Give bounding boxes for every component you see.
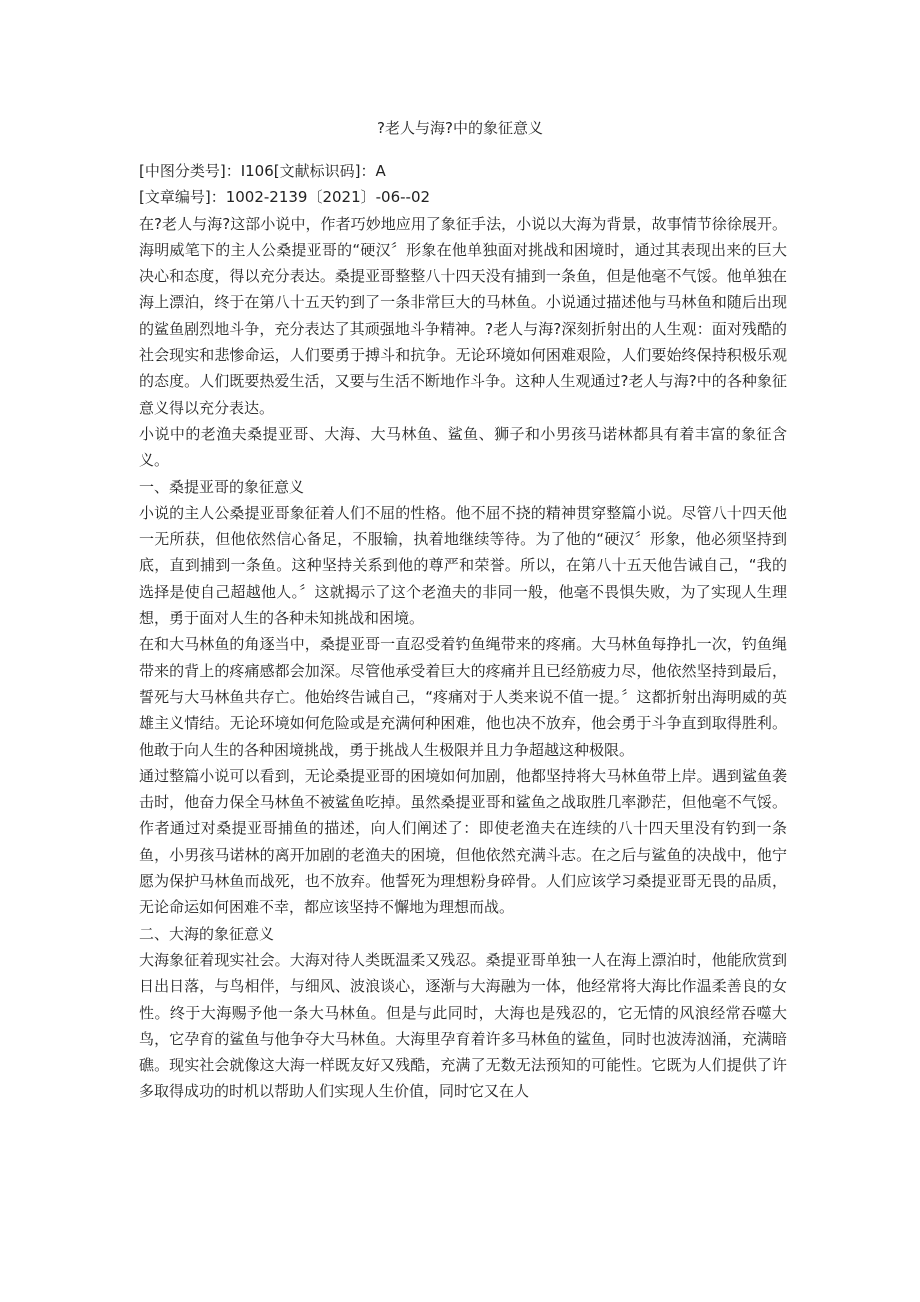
section-heading-sea: 二、大海的象征意义 (139, 924, 275, 943)
paragraph-symbols-overview: 小说中的老渔夫桑提亚哥、大海、大马林鱼、鲨鱼、狮子和小男孩马诺林都具有着丰富的象征含义。 (139, 424, 787, 470)
paragraph-santiago-2: 在和大马林鱼的角逐当中，桑提亚哥一直忍受着钓鱼绳带来的疼痛。大马林鱼每挣扎一次，钓鱼绳带来的背上的疼痛感都会加深。尽管他承受着巨大的疼痛并且已经筋疲力尽，他依然坚持到最后，誓死与大马林鱼共存亡。他始终告诫自己，“疼痛对于人类来说不值一提。〞这都折射出海明威的英雄主义情结。无论环境如何危险或是充满何种困难，他也决不放弃，他会勇于斗争直到取得胜利。他敢于向人生的各种困境挑战，勇于挑战人生极限并且力争超越这种极限。 (139, 635, 787, 759)
paragraph-sea-1: 大海象征着现实社会。大海对待人类既温柔又残忍。桑提亚哥单独一人在海上漂泊时，他能欣赏到日出日落，与鸟相伴，与细风、波浪谈心，逐渐与大海融为一体，他经常将大海比作温柔善良的女性。终于大海赐予他一条大马林鱼。但是与此同时，大海也是残忍的，它无情的风浪经常吞噬大鸟，它孕育的鲨鱼与他争夺大马林鱼。大海里孕育着许多马林鱼的鲨鱼，同时也波涛汹涌，充满暗礁。现实社会就像这大海一样既友好又残酷，充满了无数无法预知的可能性。它既为人们提供了许多取得成功的时机以帮助人们实现人生价值，同时它又在人 (139, 950, 787, 1101)
document-body (139, 158, 787, 1105)
document-title: ?老人与海?中的象征意义 (377, 119, 543, 137)
paragraph-santiago-1: 小说的主人公桑提亚哥象征着人们不屈的性格。他不屈不挠的精神贯穿整篇小说。尽管八十四天他一无所获，但他依然信心备足，不服输，执着地继续等待。为了他的“硬汉〞形象，他必须坚持到底，直到捕到一条鱼。这种坚持关系到他的尊严和荣誉。所以，在第八十五天他告诫自己，“我的选择是使自己超越他人。〞这就揭示了这个老渔夫的非同一般，他毫不畏惧失败，为了实现人生理想，勇于面对人生的各种未知挑战和困境。 (139, 503, 787, 628)
meta-article-number: [文章编号]：1002-2139〔2021〕-06--02 (139, 188, 431, 207)
paragraph-santiago-3: 通过整篇小说可以看到，无论桑提亚哥的困境如何加剧，他都坚持将大马林鱼带上岸。遇到鲨鱼袭击时，他奋力保全马林鱼不被鲨鱼吃掉。虽然桑提亚哥和鲨鱼之战取胜几率渺茫，但他毫不气馁。作者通过对桑提亚哥捕鱼的描述，向人们阐述了：即使老渔夫在连续的八十四天里没有钓到一条鱼，小男孩马诺林的离开加剧的老渔夫的困境，但他依然充满斗志。在之后与鲨鱼的决战中，他宁愿为保护马林鱼而战死，也不放弃。他誓死为理想粉身碎骨。人们应该学习桑提亚哥无畏的品质，无论命运如何困难不幸，都应该坚持不懈地为理想而战。 (139, 766, 787, 917)
paragraph-intro: 在?老人与海?这部小说中，作者巧妙地应用了象征手法，小说以大海为背景，故事情节徐徐展开。海明威笔下的主人公桑提亚哥的“硬汉〞形象在他单独面对挑战和困境时，通过其表现出来的巨大决心和态度，得以充分表达。桑提亚哥整整八十四天没有捕到一条鱼，但是他毫不气馁。他单独在海上漂泊，终于在第八十五天钓到了一条非常巨大的马林鱼。小说通过描述他与马林鱼和随后出现的鲨鱼剧烈地斗争，充分表达了其顽强地斗争精神。?老人与海?深刻折射出的人生观：面对残酷的社会现实和悲惨命运，人们要勇于搏斗和抗争。无论环境如何困难艰险，人们要始终保持积极乐观的态度。人们既要热爱生活，又要与生活不断地作斗争。这种人生观通过?老人与海?中的各种象征意义得以充分表达。 (139, 214, 787, 417)
section-heading-santiago: 一、桑提亚哥的象征意义 (139, 477, 305, 496)
meta-classification: [中图分类号]：I106[文献标识码]：A (139, 162, 386, 180)
